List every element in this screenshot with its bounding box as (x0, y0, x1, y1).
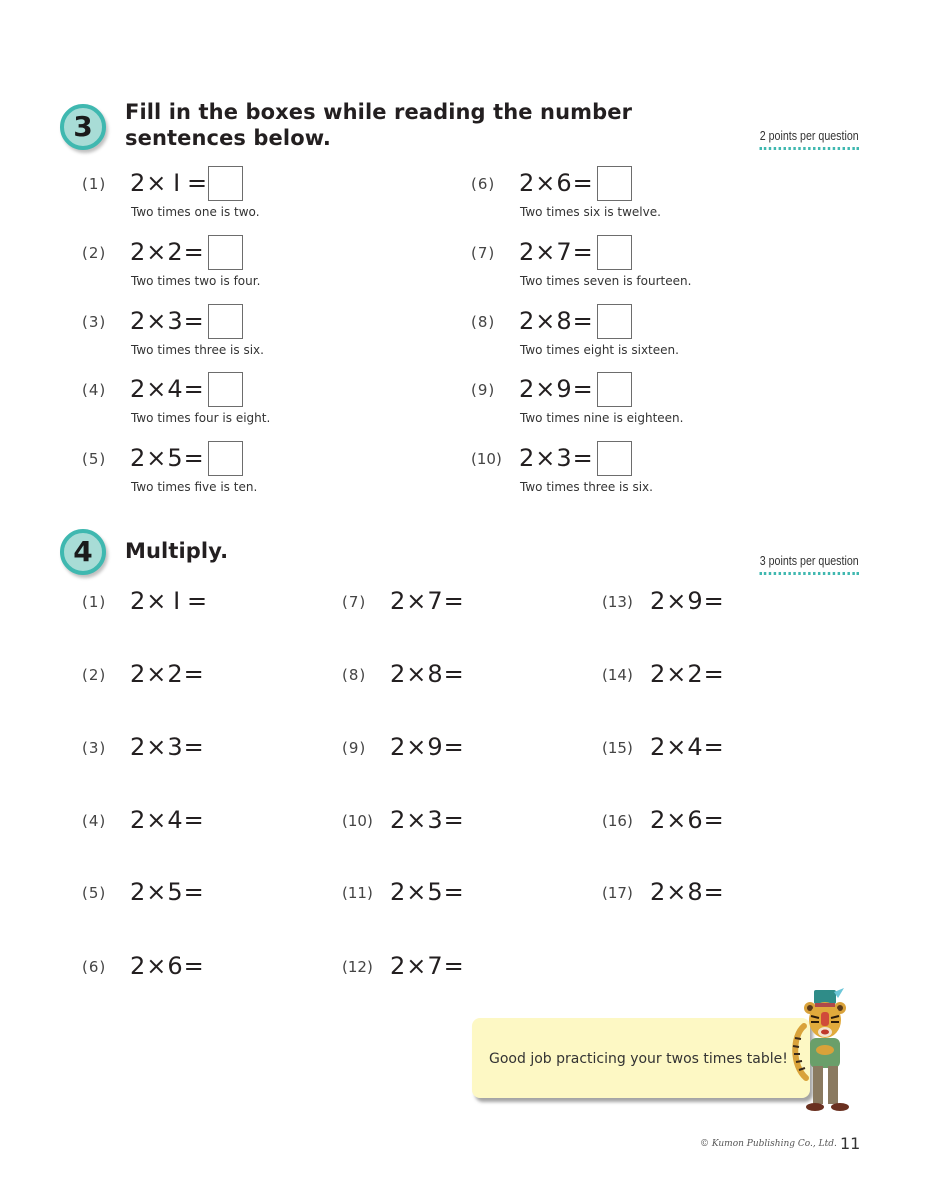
section-4-points: 3 points per question (760, 553, 859, 575)
page-number: 11 (840, 1134, 861, 1153)
tiger-mascot-icon (786, 986, 866, 1116)
equation: 2×4= (650, 733, 725, 761)
question-number: (16) (602, 812, 633, 830)
encouragement-message: Good job practicing your twos times table! (489, 1051, 788, 1067)
answer-box[interactable] (208, 166, 243, 201)
question-number: (3) (82, 739, 107, 757)
answer-box[interactable] (208, 372, 243, 407)
question-number: (12) (342, 958, 373, 976)
equation: 2×8= (519, 307, 594, 335)
question-number: (2) (82, 666, 107, 684)
question-number: (15) (602, 739, 633, 757)
equation: 2×4= (130, 375, 205, 403)
equation: 2×6= (130, 952, 205, 980)
question-number: (9) (342, 739, 367, 757)
answer-box[interactable] (597, 304, 632, 339)
question-number: (1) (82, 593, 107, 611)
number-sentence: Two times five is ten. (131, 480, 258, 494)
equation: 2×9= (650, 587, 725, 615)
section-3-title-line1: Fill in the boxes while reading the number (125, 100, 633, 124)
question-number: (7) (342, 593, 367, 611)
equation: 2×3= (130, 307, 205, 335)
question-number: (2) (82, 244, 107, 262)
number-sentence: Two times six is twelve. (520, 205, 661, 219)
equation: 2×4= (130, 806, 205, 834)
section-4-title: Multiply. (125, 539, 229, 563)
equation: 2×3= (130, 733, 205, 761)
equation: 2×8= (390, 660, 465, 688)
question-number: (9) (471, 381, 496, 399)
equation: 2×3= (390, 806, 465, 834)
number-sentence: Two times nine is eighteen. (520, 411, 684, 425)
question-number: (4) (82, 381, 107, 399)
number-sentence: Two times two is four. (131, 274, 261, 288)
answer-box[interactable] (597, 166, 632, 201)
question-number: (13) (602, 593, 633, 611)
number-sentence: Two times four is eight. (131, 411, 271, 425)
section-3-title (125, 99, 632, 151)
question-number: (1) (82, 175, 107, 193)
question-number: (11) (342, 884, 373, 902)
question-number: (3) (82, 313, 107, 331)
equation: 2×7= (390, 952, 465, 980)
section-4-badge (60, 529, 106, 575)
question-number: (7) (471, 244, 496, 262)
number-sentence: Two times eight is sixteen. (520, 343, 679, 357)
number-sentence: Two times three is six. (131, 343, 264, 357)
equation: 2× I = (130, 587, 209, 615)
question-number: (4) (82, 812, 107, 830)
copyright-notice: © Kumon Publishing Co., Ltd. (700, 1139, 837, 1149)
question-number: (5) (82, 884, 107, 902)
number-sentence: Two times three is six. (520, 480, 653, 494)
equation: 2×6= (650, 806, 725, 834)
encouragement-message-box (472, 1018, 810, 1098)
section-4-number: 4 (73, 535, 93, 568)
equation: 2×7= (390, 587, 465, 615)
answer-box[interactable] (208, 235, 243, 270)
question-number: (10) (471, 450, 502, 468)
number-sentence: Two times seven is fourteen. (520, 274, 692, 288)
equation: 2×9= (519, 375, 594, 403)
equation: 2×2= (130, 238, 205, 266)
equation: 2×5= (130, 444, 205, 472)
answer-box[interactable] (208, 304, 243, 339)
question-number: (10) (342, 812, 373, 830)
equation: 2×7= (519, 238, 594, 266)
equation: 2×6= (519, 169, 594, 197)
section-3-title-line2: sentences below. (125, 126, 331, 150)
answer-box[interactable] (597, 441, 632, 476)
question-number: (8) (471, 313, 496, 331)
question-number: (8) (342, 666, 367, 684)
equation: 2×5= (130, 878, 205, 906)
number-sentence: Two times one is two. (131, 205, 260, 219)
question-number: (14) (602, 666, 633, 684)
question-number: (17) (602, 884, 633, 902)
question-number: (5) (82, 450, 107, 468)
section-3-number: 3 (73, 110, 93, 143)
equation: 2×2= (650, 660, 725, 688)
section-3-badge (60, 104, 106, 150)
equation: 2×9= (390, 733, 465, 761)
equation: 2× I = (130, 169, 209, 197)
answer-box[interactable] (597, 235, 632, 270)
section-3-points: 2 points per question (760, 128, 859, 150)
equation: 2×2= (130, 660, 205, 688)
equation: 2×8= (650, 878, 725, 906)
question-number: (6) (471, 175, 496, 193)
answer-box[interactable] (597, 372, 632, 407)
answer-box[interactable] (208, 441, 243, 476)
equation: 2×3= (519, 444, 594, 472)
question-number: (6) (82, 958, 107, 976)
equation: 2×5= (390, 878, 465, 906)
